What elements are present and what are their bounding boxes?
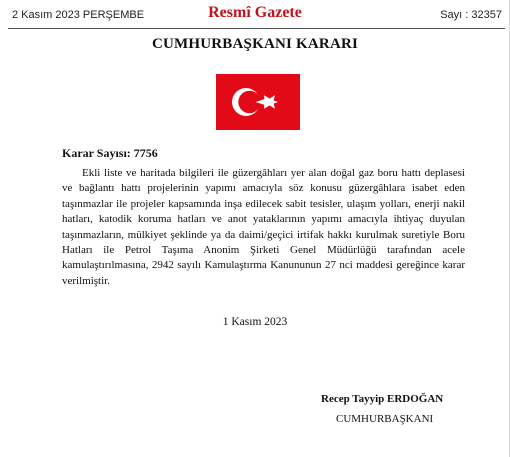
decision-body-text: Ekli liste ve haritada bilgileri ile güzergâhları yer alan doğal gaz boru hattı deplasesi ve bağlantı hattı projelerinin yapımı amacıyla söz konusu güzergâhlara isabet eden taşınmazlar ile projeler kapsamında inşa edilecek sabit tesisler, ulaşım yolları, enerji nakil hatları, katodik koruma hatları ve anot yataklarının yapımı amacıyla ihtiyaç duyulan taşınmazların, mülkiyet şeklinde ya da daimi/geçici irtifak hakkı kurulmak suretiyle Boru Hatları ile Petrol Taşıma Anonim Şirketi Genel Müdürlüğü tarafından acele kamulaştırılmasına, 2942 sayılı Kamulaştırma Kanununun 27 nci maddesi gereğince karar verilmiştir. — [62, 167, 465, 287]
issue-number: Sayı : 32357 — [440, 9, 502, 21]
decision-number: Karar Sayısı: 7756 — [62, 146, 158, 160]
document-date: 1 Kasım 2023 — [222, 316, 288, 328]
header-divider — [8, 28, 505, 29]
gazette-header — [0, 0, 510, 28]
header-date: 2 Kasım 2023 PERŞEMBE — [12, 9, 145, 21]
gazette-title: Resmî Gazete — [208, 4, 302, 21]
document-title: CUMHURBAŞKANI KARARI — [151, 36, 359, 52]
signer-name: Recep Tayyip ERDOĞAN — [321, 393, 444, 405]
turkish-flag-icon — [216, 74, 300, 130]
signer-title: CUMHURBAŞKANI — [336, 413, 434, 425]
